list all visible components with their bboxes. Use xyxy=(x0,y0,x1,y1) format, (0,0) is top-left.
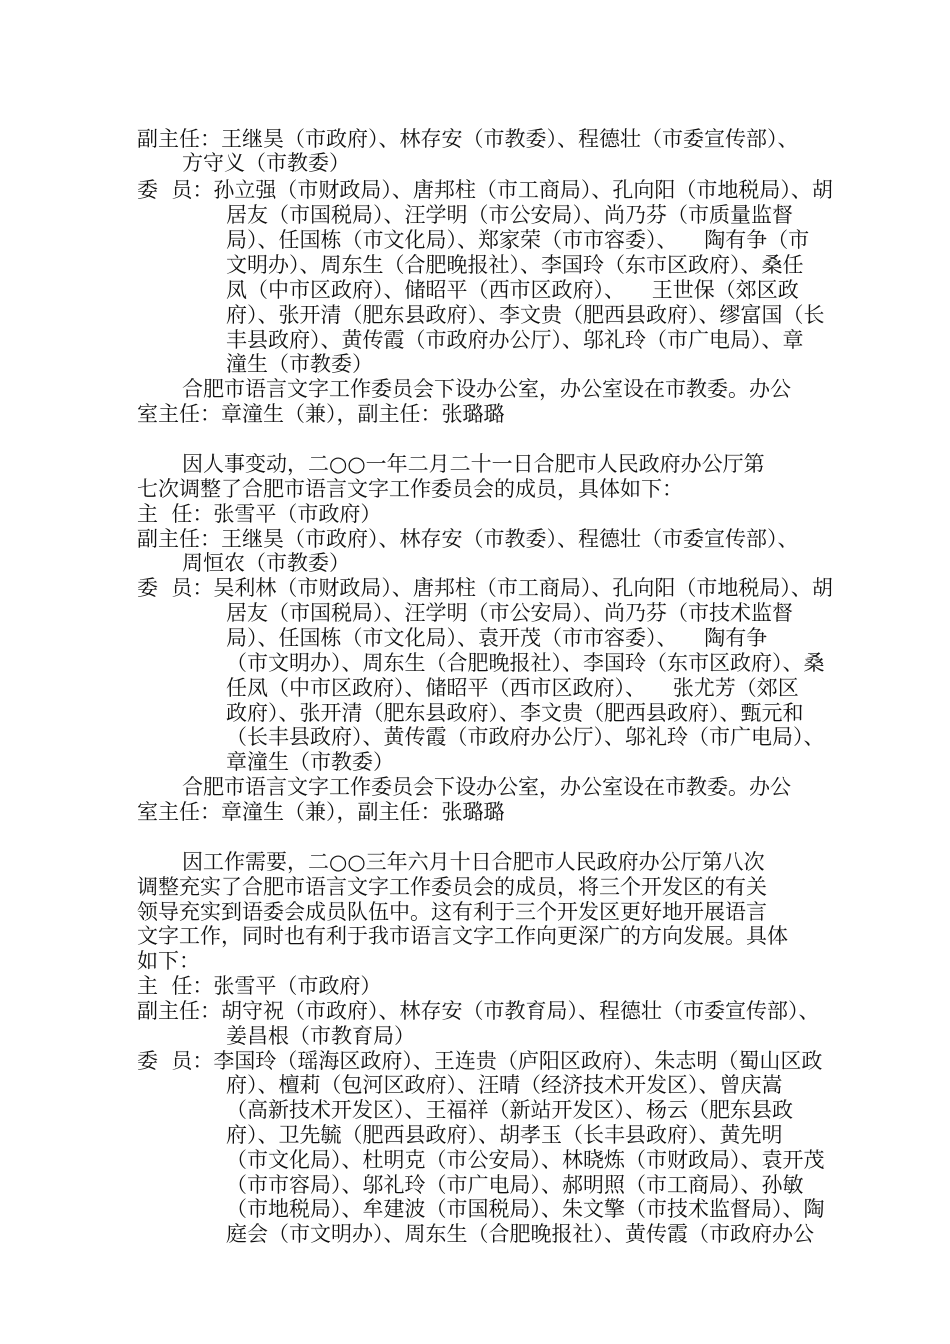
paragraph-line: 七次调整了合肥市语言文字工作委员会的成员，具体如下： xyxy=(137,477,683,501)
vice-director-line: 副主任：王继昊（市政府）、林存安（市教委）、程德壮（市委宣传部）、 xyxy=(137,527,799,551)
text-line: 府）、檀莉（包河区政府）、汪晴（经济技术开发区）、曾庆嵩 xyxy=(226,1073,783,1097)
paragraph-line: 因人事变动，二○○一年二月二十一日合肥市人民政府办公厅第 xyxy=(182,452,765,476)
text-line: 姜昌根（市教育局） xyxy=(226,1024,415,1048)
text-line: 丰县政府）、黄传霞（市政府办公厅）、邬礼玲（市广电局）、章 xyxy=(226,328,804,352)
text-line: 潼生（市教委） xyxy=(226,352,373,376)
vice-director-line: 副主任：胡守祝（市政府）、林存安（市教育局）、程德壮（市委宣传部）、 xyxy=(137,999,820,1023)
paragraph-line: 合肥市语言文字工作委员会下设办公室，办公室设在市教委。办公 xyxy=(182,775,791,799)
text-line: 府）、张开清（肥东县政府）、李文贵（肥西县政府）、缪富国（长 xyxy=(226,303,825,327)
members-line: 委 员：孙立强（市财政局）、唐邦柱（市工商局）、孔向阳（市地税局）、胡 xyxy=(137,178,833,202)
text-line: （长丰县政府）、黄传霞（市政府办公厅）、邬礼玲（市广电局）、 xyxy=(226,725,825,749)
vice-director-line: 副主任：王继昊（市政府）、林存安（市教委）、程德壮（市委宣传部）、 xyxy=(137,127,799,151)
text-line: （市地税局）、牟建波（市国税局）、朱文擎（市技术监督局）、陶 xyxy=(226,1197,825,1221)
paragraph-line: 调整充实了合肥市语言文字工作委员会的成员，将三个开发区的有关 xyxy=(137,875,767,899)
paragraph-line: 室主任：章潼生（兼），副主任：张璐璐 xyxy=(137,800,505,824)
director-line: 主 任：张雪平（市政府） xyxy=(137,502,382,526)
text-line: 庭会（市文明办）、周东生（合肥晚报社）、黄传霞（市政府办公 xyxy=(226,1222,814,1246)
members-line: 委 员：李国玲（瑶海区政府）、王连贵（庐阳区政府）、朱志明（蜀山区政 xyxy=(137,1049,823,1073)
text-line: 周恒农（市教委） xyxy=(182,551,350,575)
text-line: 方守义（市教委） xyxy=(182,151,350,175)
text-line: 局）、任国栋（市文化局）、郑家荣（市市容委）、 陶有争（市 xyxy=(226,228,810,252)
text-line: 凤（中市区政府）、储昭平（西市区政府）、 王世保（郊区政 xyxy=(226,278,799,302)
paragraph-line: 室主任：章潼生（兼），副主任：张璐璐 xyxy=(137,402,505,426)
text-line: 居友（市国税局）、汪学明（市公安局）、尚乃芬（市技术监督 xyxy=(226,601,793,625)
paragraph-line: 文字工作，同时也有利于我市语言文字工作向更深广的方向发展。具体 xyxy=(137,924,788,948)
text-line: （市市容局）、邬礼玲（市广电局）、郝明照（市工商局）、孙敏 xyxy=(226,1173,804,1197)
text-line: 府）、卫先毓（肥西县政府）、胡孝玉（长丰县政府）、黄先明 xyxy=(226,1123,783,1147)
text-line: 居友（市国税局）、汪学明（市公安局）、尚乃芬（市质量监督 xyxy=(226,203,793,227)
text-line: 任凤（中市区政府）、储昭平（西市区政府）、 张尤芳（郊区 xyxy=(226,676,799,700)
text-line: （市文化局）、杜明克（市公安局）、林晓炼（市财政局）、袁开茂 xyxy=(226,1148,825,1172)
paragraph-line: 合肥市语言文字工作委员会下设办公室，办公室设在市教委。办公 xyxy=(182,377,791,401)
text-line: 文明办）、周东生（合肥晚报社）、李国玲（东市区政府）、桑任 xyxy=(226,253,804,277)
text-line: （市文明办）、周东生（合肥晚报社）、李国玲（东市区政府）、桑 xyxy=(226,651,825,675)
members-line: 委 员：吴利林（市财政局）、唐邦柱（市工商局）、孔向阳（市地税局）、胡 xyxy=(137,576,833,600)
paragraph-line: 如下： xyxy=(137,949,200,973)
text-line: 政府）、张开清（肥东县政府）、李文贵（肥西县政府）、甄元和 xyxy=(226,701,804,725)
paragraph-line: 领导充实到语委会成员队伍中。这有利于三个开发区更好地开展语言 xyxy=(137,900,767,924)
text-line: 章潼生（市教委） xyxy=(226,750,394,774)
paragraph-line: 因工作需要，二○○三年六月十日合肥市人民政府办公厅第八次 xyxy=(182,850,765,874)
text-line: 局）、任国栋（市文化局）、袁开茂（市市容委）、 陶有争 xyxy=(226,626,768,650)
text-line: （高新技术开发区）、王福祥（新站开发区）、杨云（肥东县政 xyxy=(226,1098,793,1122)
director-line: 主 任：张雪平（市政府） xyxy=(137,974,382,998)
